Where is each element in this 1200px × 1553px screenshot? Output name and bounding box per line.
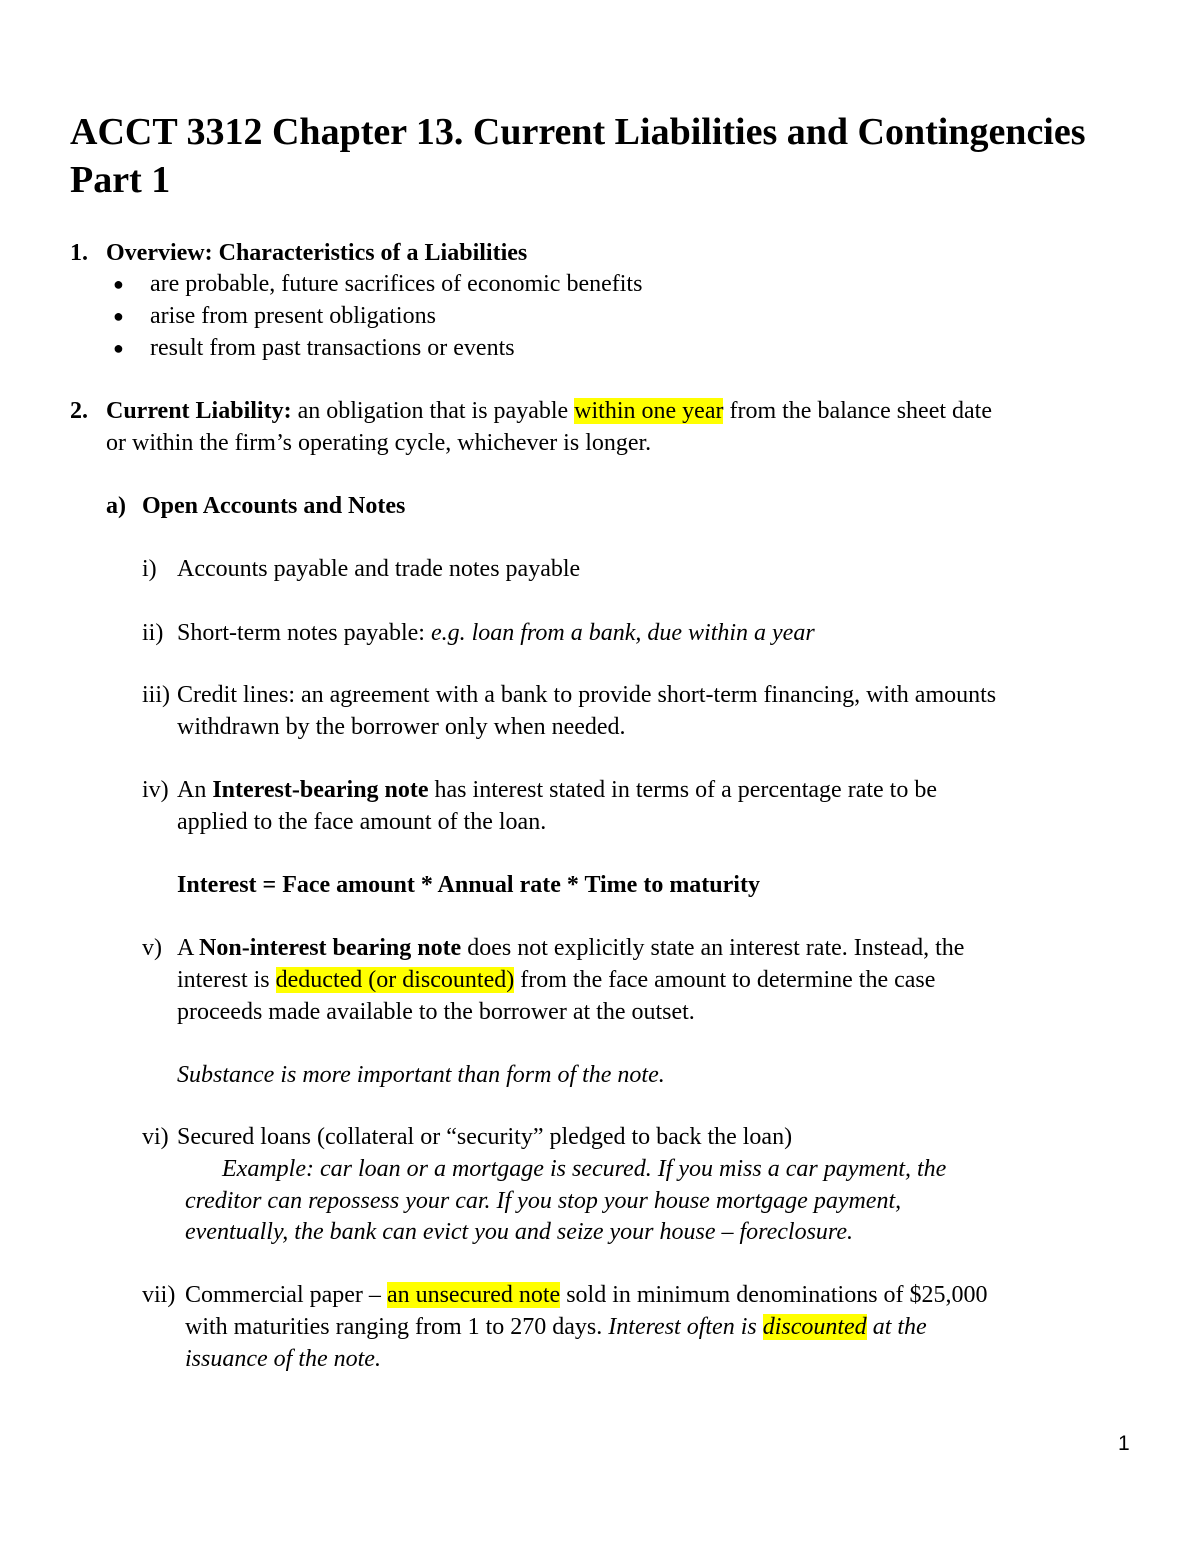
item-iv-line-1 xyxy=(177,775,937,805)
item-ii-label: ii) xyxy=(142,620,164,646)
item-vii-line-2 xyxy=(185,1312,927,1342)
item-vi-example-3: eventually, the bank can evict you and seize your house – foreclosure. xyxy=(185,1219,854,1245)
bullet-dot: ● xyxy=(113,306,124,326)
item-v-line-2 xyxy=(177,965,935,995)
item-i-label: i) xyxy=(142,556,157,582)
item-vii-line-2-text: with maturities ranging from 1 to 270 days. xyxy=(185,1314,609,1340)
title-line-1: ACCT 3312 Chapter 13. Current Liabilities and Contingencies xyxy=(70,111,1086,153)
item-iii-label: iii) xyxy=(142,682,170,708)
item-v-label: v) xyxy=(142,935,162,961)
item-vi-example-1: Example: car loan or a mortgage is secured. If you miss a car payment, the xyxy=(222,1156,947,1182)
item-iv-label: iv) xyxy=(142,777,169,803)
item-v-post: does not explicitly state an interest rate. Instead, the xyxy=(461,935,965,961)
item-ii-example: e.g. loan from a bank, due within a year xyxy=(430,620,815,646)
section-2-text-b: from the balance sheet date xyxy=(723,398,993,424)
item-vii-line-1 xyxy=(185,1280,988,1310)
item-v-note: Substance is more important than form of the note. xyxy=(177,1062,665,1088)
bullet-item-2: arise from present obligations xyxy=(150,303,436,329)
page-title xyxy=(70,108,1086,204)
section-2-number: 2. xyxy=(70,398,88,424)
section-1-number: 1. xyxy=(70,240,88,266)
highlight-unsecured-note: an unsecured note xyxy=(386,1282,561,1308)
item-i-text: Accounts payable and trade notes payable xyxy=(177,556,581,582)
current-liability-term: Current Liability: xyxy=(106,398,292,424)
item-vi-label: vi) xyxy=(142,1124,169,1150)
title-line-2: Part 1 xyxy=(70,159,171,201)
item-iii-line-1: Credit lines: an agreement with a bank to provide short-term financing, with amounts xyxy=(177,682,997,708)
bullet-dot: ● xyxy=(113,274,124,294)
item-vi-example-2: creditor can repossess your car. If you stop your house mortgage payment, xyxy=(185,1188,902,1214)
non-interest-bearing-note-term: Non-interest bearing note xyxy=(199,935,462,961)
bullet-item-1: are probable, future sacrifices of economic benefits xyxy=(150,271,643,297)
item-v-line-3: proceeds made available to the borrower at the outset. xyxy=(177,999,695,1025)
item-iv-pre: An xyxy=(177,777,213,803)
item-v-line-1 xyxy=(177,933,964,963)
item-vii-line-3: issuance of the note. xyxy=(185,1346,381,1372)
item-vii-label: vii) xyxy=(142,1282,176,1308)
bullet-dot: ● xyxy=(113,338,124,358)
item-v-pre: A xyxy=(177,935,200,961)
item-iii-line-2: withdrawn by the borrower only when needed. xyxy=(177,714,626,740)
item-iv-line-2: applied to the face amount of the loan. xyxy=(177,809,547,835)
item-iv-post: has interest stated in terms of a percentage rate to be xyxy=(428,777,937,803)
section-2-text-a: an obligation that is payable xyxy=(291,398,575,424)
section-1-heading: Overview: Characteristics of a Liabilities xyxy=(106,240,528,266)
item-ii-text: Short-term notes payable: xyxy=(177,620,431,646)
item-v-line-2-post: from the face amount to determine the case xyxy=(514,967,936,993)
section-2-line-2: or within the firm’s operating cycle, whichever is longer. xyxy=(106,430,652,456)
item-vii-line-2-italic-pre: Interest often is xyxy=(608,1314,763,1340)
section-2-line-1 xyxy=(106,396,992,426)
highlight-deducted: deducted (or discounted) xyxy=(275,967,515,993)
highlight-within-one-year: within one year xyxy=(574,398,724,424)
item-ii-line xyxy=(177,618,815,648)
item-vii-line-2-italic-post: at the xyxy=(866,1314,927,1340)
highlight-discounted: discounted xyxy=(762,1314,867,1340)
subsection-a-label: a) xyxy=(106,493,126,519)
interest-bearing-note-term: Interest-bearing note xyxy=(212,777,429,803)
bullet-item-3: result from past transactions or events xyxy=(150,335,515,361)
subsection-a-heading: Open Accounts and Notes xyxy=(142,493,406,519)
item-vi-text: Secured loans (collateral or “security” pledged to back the loan) xyxy=(177,1124,793,1150)
item-v-line-2-pre: interest is xyxy=(177,967,276,993)
item-vii-post: sold in minimum denominations of $25,000 xyxy=(560,1282,988,1308)
page-number: 1 xyxy=(1118,1432,1130,1455)
item-vii-pre: Commercial paper – xyxy=(185,1282,387,1308)
interest-formula: Interest = Face amount * Annual rate * Time to maturity xyxy=(177,872,760,898)
